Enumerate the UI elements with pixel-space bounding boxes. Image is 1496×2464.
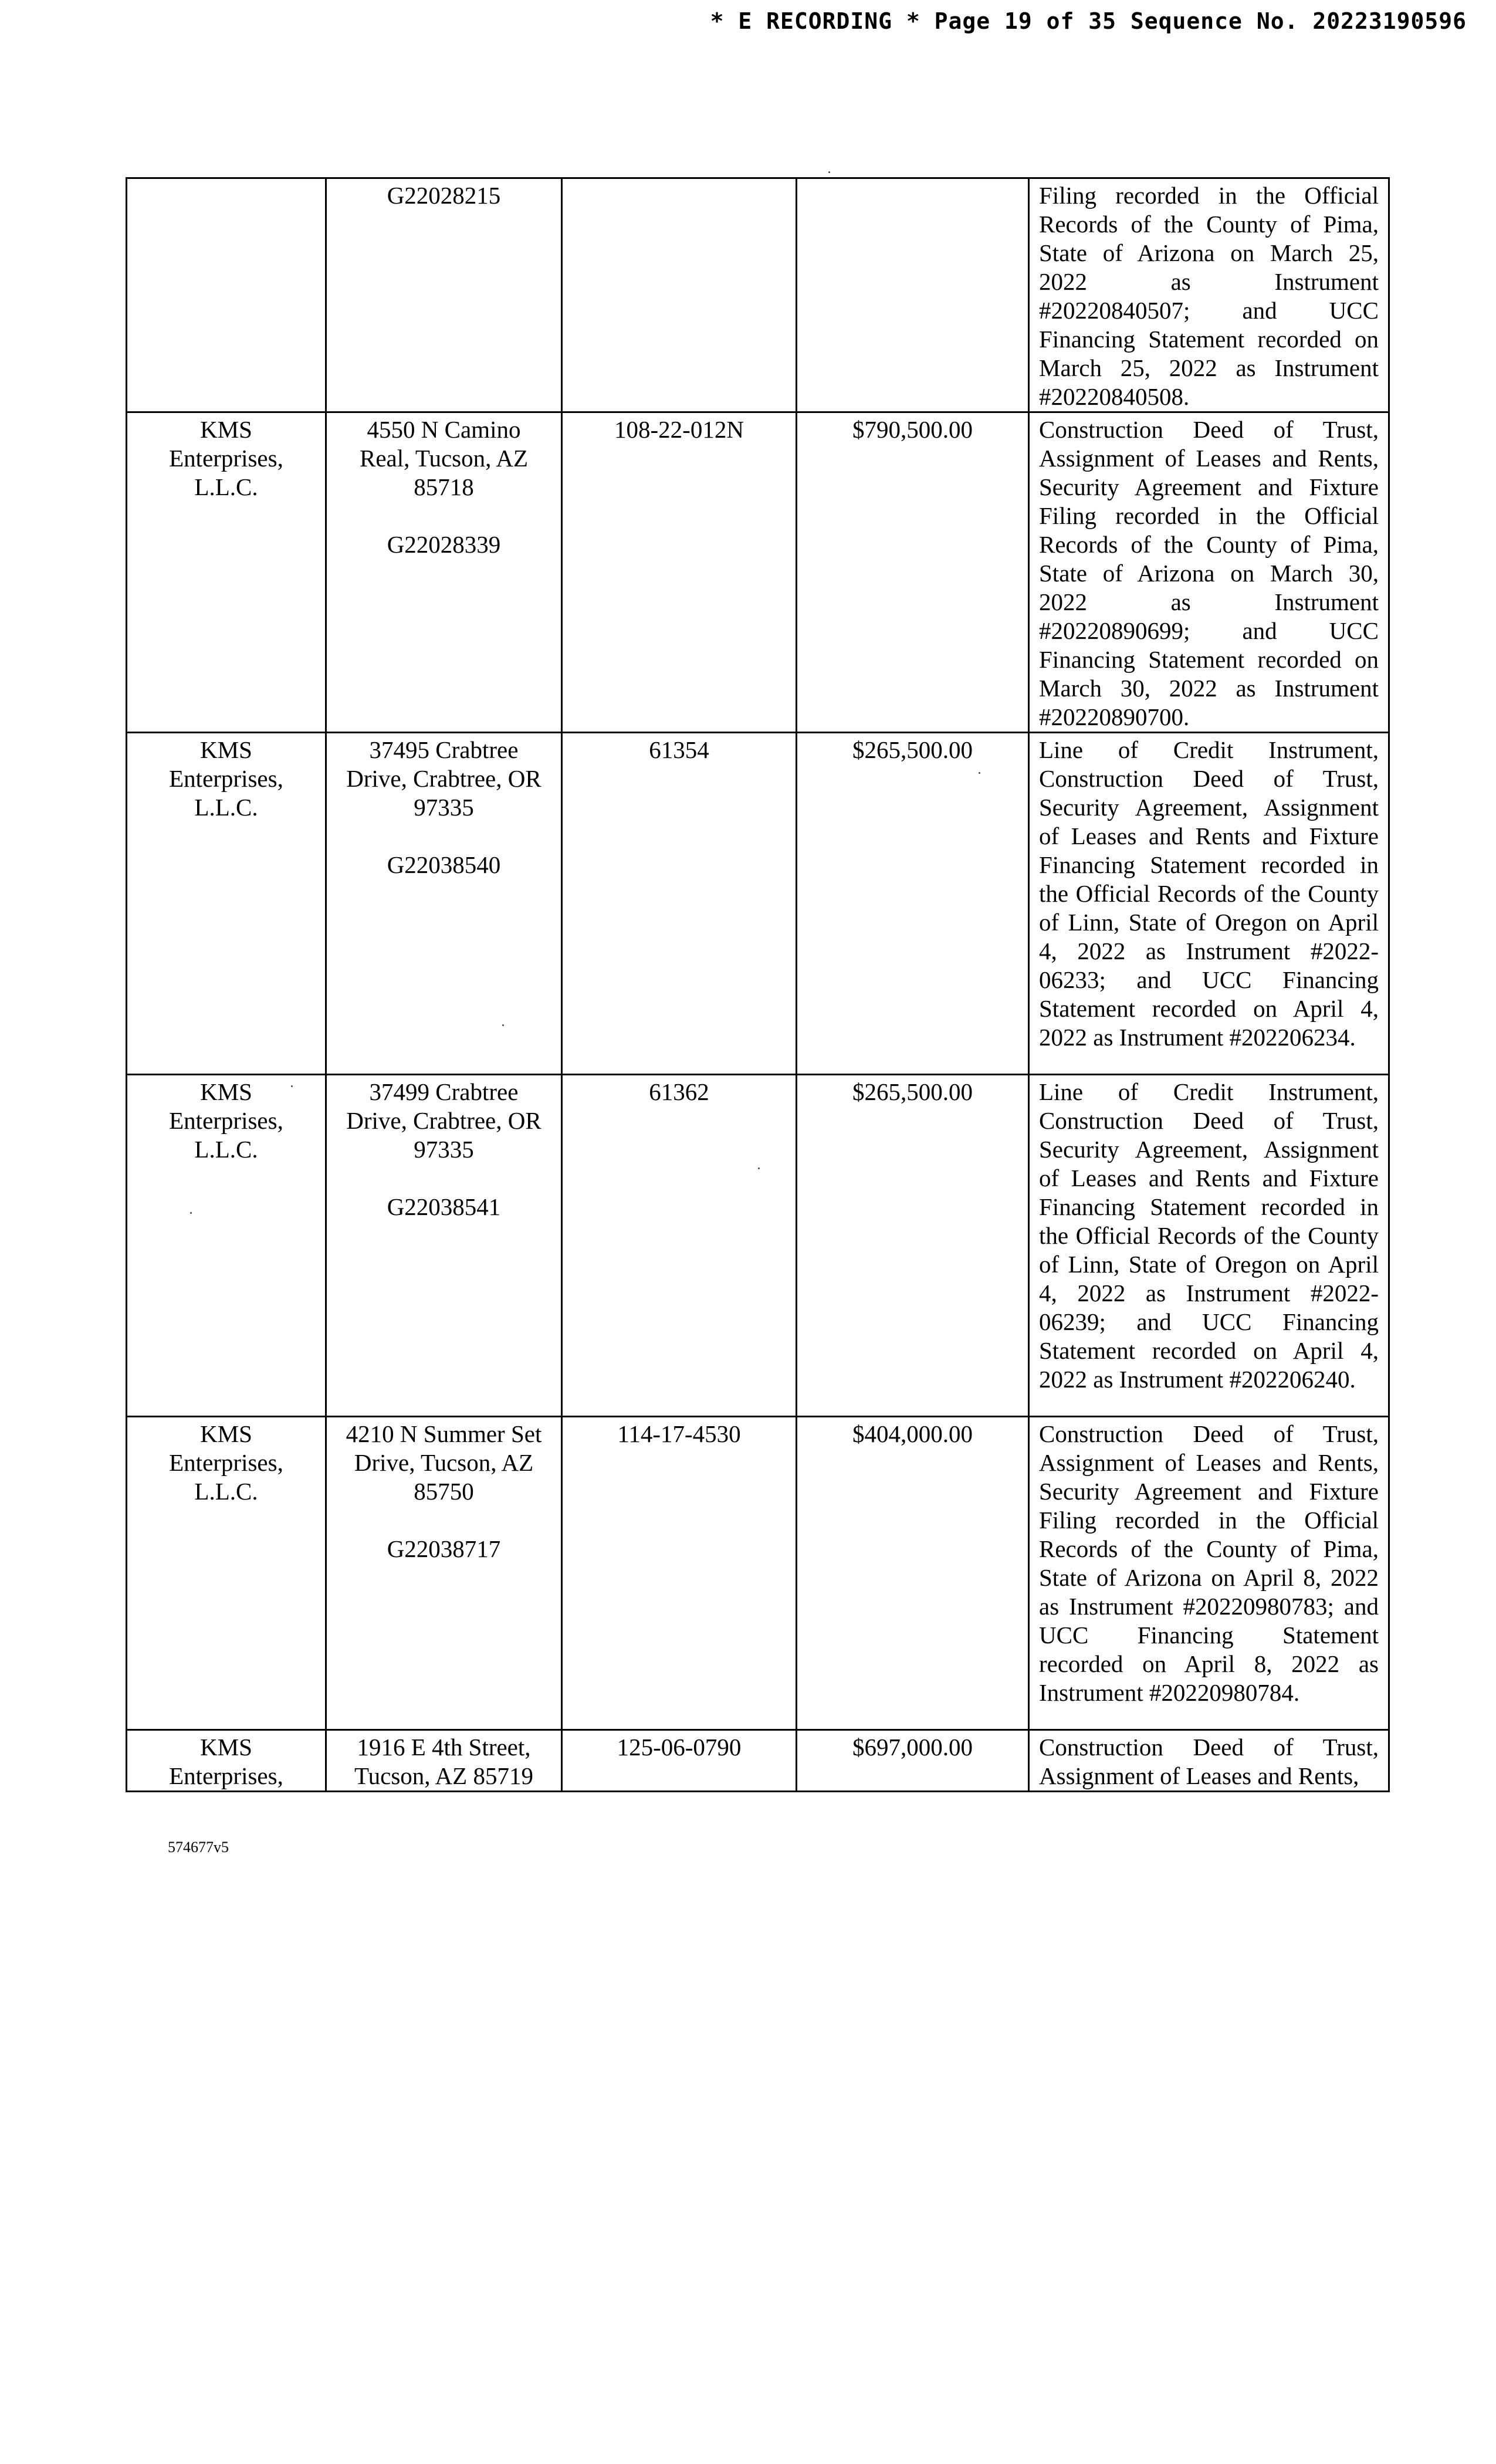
scan-speck: [502, 1024, 504, 1026]
scan-speck: [758, 1167, 760, 1169]
owner-line: KMS: [200, 416, 252, 443]
property-schedule-table: [126, 177, 1390, 1792]
scan-speck: [291, 1085, 293, 1087]
address-line: Drive, Crabtree, OR: [346, 765, 541, 792]
owner-cell: [127, 1730, 326, 1792]
address-line: 85750: [414, 1478, 474, 1505]
amount-cell: $697,000.00: [797, 1730, 1029, 1792]
address-line: 97335: [414, 1136, 474, 1163]
owner-cell: [127, 1075, 326, 1417]
address-cell: [326, 412, 562, 733]
scan-speck: [190, 1212, 192, 1214]
table-row: [127, 1730, 1389, 1792]
address-line: 37499 Crabtree: [369, 1078, 519, 1105]
address-cell: [326, 178, 562, 412]
instrument-description-cell: Construction Deed of Trust, Assignment of Leases and Rents,: [1029, 1730, 1389, 1792]
parcel-number-cell: 61354: [562, 733, 797, 1075]
amount-cell: $265,500.00: [797, 733, 1029, 1075]
document-version-code: 574677v5: [168, 1839, 229, 1856]
owner-line: KMS: [200, 1734, 252, 1761]
owner-line: L.L.C.: [194, 1478, 258, 1505]
amount-cell: $265,500.00: [797, 1075, 1029, 1417]
address-cell: [326, 733, 562, 1075]
amount-cell: [797, 178, 1029, 412]
spacer: [336, 502, 551, 530]
spacer: [336, 1164, 551, 1193]
address-cell: [326, 1417, 562, 1730]
address-line: 85718: [414, 473, 474, 500]
address-line: 97335: [414, 794, 474, 821]
address-cell: [326, 1075, 562, 1417]
owner-line: Enterprises,: [169, 1107, 283, 1134]
address-line: Real, Tucson, AZ: [359, 445, 529, 472]
address-line: 37495 Crabtree: [369, 736, 519, 763]
instrument-description-cell: Construction Deed of Trust, Assignment of Leases and Rents, Security Agreement and Fixture Filing recorded in the Official Records of the County of Pima, State of Arizona on April 8, 2022 as Instrument #20220980783; and UCC Financing Statement recorded on April 8, 2022 as Instrument #20220980784.: [1029, 1417, 1389, 1730]
owner-line: L.L.C.: [194, 1136, 258, 1163]
recording-stamp: * E RECORDING * Page 19 of 35 Sequence No. 20223190596: [710, 8, 1467, 34]
parcel-number-cell: 125-06-0790: [562, 1730, 797, 1792]
table-row: [127, 178, 1389, 412]
parcel-number-cell: [562, 178, 797, 412]
address-line: Drive, Crabtree, OR: [346, 1107, 541, 1134]
owner-line: Enterprises,: [169, 1449, 283, 1476]
instrument-description-cell: Line of Credit Instrument, Construction Deed of Trust, Security Agreement, Assignment of Leases and Rents and Fixture Financing Statement recorded in the Official Records of the County of Linn, State of Oregon on April 4, 2022 as Instrument #2022-06233; and UCC Financing Statement recorded on April 4, 2022 as Instrument #202206234.: [1029, 733, 1389, 1075]
instrument-description-cell: Line of Credit Instrument, Construction Deed of Trust, Security Agreement, Assignment of Leases and Rents and Fixture Financing Statement recorded in the Official Records of the County of Linn, State of Oregon on April 4, 2022 as Instrument #2022-06239; and UCC Financing Statement recorded on April 4, 2022 as Instrument #202206240.: [1029, 1075, 1389, 1417]
parcel-number-cell: 114-17-4530: [562, 1417, 797, 1730]
parcel-code: G22028215: [387, 182, 501, 209]
spacer: [336, 1506, 551, 1535]
owner-line: KMS: [200, 736, 252, 763]
spacer: [336, 822, 551, 851]
parcel-number-cell: 61362: [562, 1075, 797, 1417]
table-row: [127, 412, 1389, 733]
address-line: 1916 E 4th Street,: [357, 1734, 531, 1761]
address-line: 4210 N Summer Set: [346, 1420, 542, 1447]
parcel-code: G22038540: [387, 851, 501, 878]
instrument-description-cell: Construction Deed of Trust, Assignment of Leases and Rents, Security Agreement and Fixture Filing recorded in the Official Records of the County of Pima, State of Arizona on March 30, 2022 as Instrument #20220890699; and UCC Financing Statement recorded on March 30, 2022 as Instrument #20220890700.: [1029, 412, 1389, 733]
owner-line: Enterprises,: [169, 445, 283, 472]
parcel-code: G22038541: [387, 1193, 501, 1220]
amount-cell: $404,000.00: [797, 1417, 1029, 1730]
owner-cell: [127, 733, 326, 1075]
parcel-number-cell: 108-22-012N: [562, 412, 797, 733]
address-line: 4550 N Camino: [367, 416, 521, 443]
owner-line: L.L.C.: [194, 794, 258, 821]
table-row: [127, 733, 1389, 1075]
amount-cell: $790,500.00: [797, 412, 1029, 733]
table-row: [127, 1075, 1389, 1417]
owner-cell: [127, 412, 326, 733]
scan-speck: [828, 171, 830, 173]
owner-line: KMS: [200, 1420, 252, 1447]
parcel-code: G22028339: [387, 531, 501, 558]
scan-speck: [979, 772, 980, 774]
owner-line: L.L.C.: [194, 473, 258, 500]
owner-cell: [127, 178, 326, 412]
owner-cell: [127, 1417, 326, 1730]
address-cell: [326, 1730, 562, 1792]
instrument-description-cell: Filing recorded in the Official Records of the County of Pima, State of Arizona on March 25, 2022 as Instrument #20220840507; and UCC Financing Statement recorded on March 25, 2022 as Instrument #20220840508.: [1029, 178, 1389, 412]
owner-line: KMS: [200, 1078, 252, 1105]
owner-line: Enterprises,: [169, 765, 283, 792]
address-line: Drive, Tucson, AZ: [354, 1449, 534, 1476]
owner-line: Enterprises,: [169, 1762, 283, 1789]
parcel-code: G22038717: [387, 1535, 501, 1562]
address-line: Tucson, AZ 85719: [354, 1762, 533, 1789]
table-row: [127, 1417, 1389, 1730]
